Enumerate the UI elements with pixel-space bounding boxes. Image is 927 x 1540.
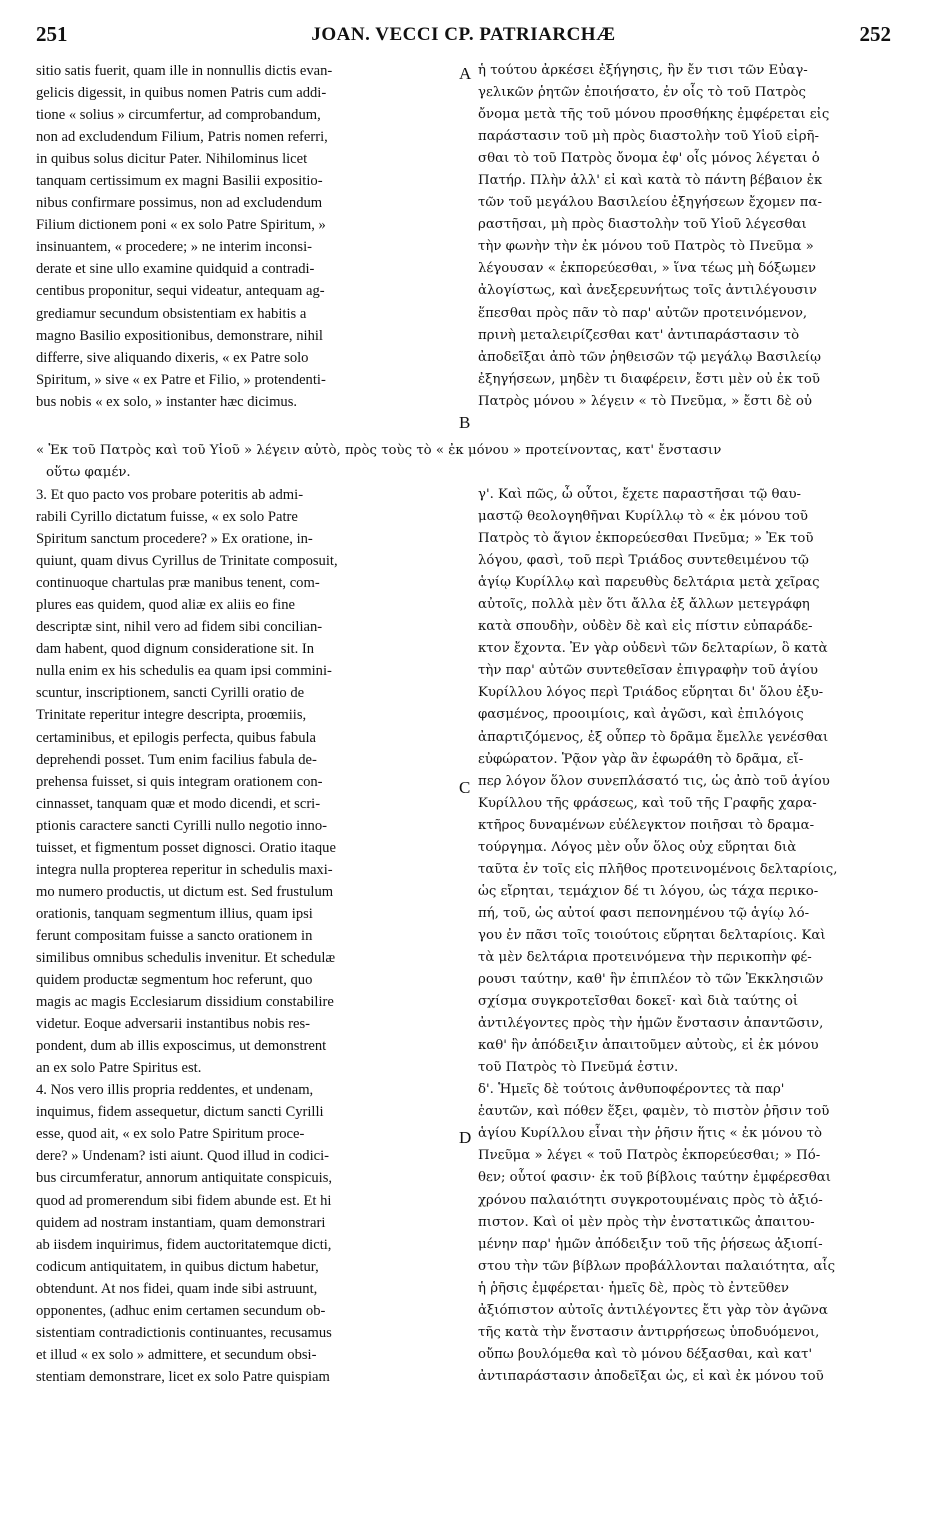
text-line: πρινὴ μεταλειρίζεσθαι κατ' ἀντιπαράστασιν τὸ [478, 327, 800, 343]
text-line: Filium dictionem poni « ex solo Patre Spiritum, » [36, 217, 326, 234]
bridge-line: « Ἐκ τοῦ Πατρὸς καὶ τοῦ Υἱοῦ » λέγειν αὐτὸ, πρὸς τοὺς τὸ « ἐκ μόνου » προτείνοντας, κατ' ἔνστασιν [36, 443, 722, 458]
margin-letter-d: D [459, 1128, 472, 1147]
text-line: plures eas quidem, quod aliæ ex aliis eo fine [36, 597, 295, 614]
text-line: τῆς κατὰ τὴν ἔνστασιν ἀντιρρήσεως ὑποδυόμενοι, [478, 1324, 820, 1340]
text-line: ἀξιόπιστον αὐτοῖς ἀντιλέγοντες ἔτι γὰρ τὸν ἀγῶνα [478, 1302, 828, 1318]
text-line: descriptæ sint, nihil vero ad fidem sibi concilian- [36, 619, 323, 636]
text-line: 3. Et quo pacto vos probare poteritis ab admi- [36, 487, 304, 503]
text-line: quidem productæ segmentum hoc referunt, quo [36, 972, 313, 989]
text-line: ἡ ῥῆσις ἐμφέρεται· ἡμεῖς δὲ, πρὸς τὸ ἐντεῦθεν [478, 1280, 789, 1296]
text-line: τῶν τοῦ μεγάλου Βασιλείου ἐξηγήσεων ἔχομεν πα- [478, 195, 822, 211]
text-line: λόγου, φασὶ, τοῦ περὶ Τριάδος συντεθειμένου τῷ [478, 553, 809, 569]
text-line: obtendunt. At nos fidei, quam inde sibi astruunt, [36, 1280, 318, 1297]
text-line: opponentes, (adhuc enim certamen secundum ob- [36, 1302, 326, 1319]
text-line: δ'. Ἡμεῖς δὲ τούτοις ἀνθυποφέροντες τὰ παρ' [478, 1082, 785, 1098]
text-line: deprehendi posset. Tum enim facilius fabula de- [36, 751, 317, 768]
text-line: in quibus solus dicitur Pater. Nihilominus licet [36, 151, 308, 168]
text-line: esse, quod ait, « ex solo Patre Spiritum proce- [36, 1126, 305, 1143]
text-line: nulla enim ex his schedulis ea quam ipsi commini- [36, 663, 332, 680]
text-line: cinnasset, tanquam quæ et modo dicendi, et scri- [36, 795, 321, 812]
text-line: mo numero productis, ut dictum est. Sed frustulum [36, 883, 334, 900]
text-line: sistentiam contradictionis continuantes, recusamus [36, 1324, 332, 1341]
greek-column-bottom [478, 484, 892, 1388]
text-line: εὐφώρατον. Ῥᾷον γὰρ ἂν ἐφωράθη τὸ δρᾶμα, εἴ- [478, 751, 804, 767]
text-line: ἀλογίστως, καὶ ἀνεξερευνήτως τοῖς ἀντιλέγουσιν [478, 283, 817, 299]
latin-column-bottom [36, 484, 454, 1388]
text-line: καθ' ἣν ἀπόδειξιν ἀπαιτοῦμεν αὐτοὺς, εἰ ἐκ μόνου [478, 1038, 819, 1054]
text-line: centibus proponitur, sequi videatur, antequam ag- [36, 283, 325, 300]
text-line: gelicis digessit, in quibus nomen Patris cum addi- [36, 85, 327, 102]
text-line: an ex solo Patre Spiritus est. [36, 1060, 202, 1077]
text-line: Πατρὸς μόνου » λέγειν « τὸ Πνεῦμα, » ἔστι δὲ οὐ [478, 393, 813, 409]
text-line: γελικῶν ῥητῶν ἐποιήσατο, ἐν οἷς τὸ τοῦ Πατρὸς [478, 85, 806, 101]
text-line: ταῦτα ἐν τοῖς εἰς πλῆθος προτεινομένοις δελταρίοις, [478, 861, 838, 877]
text-line: ἀπαρτιζόμενος, ἐξ οὗπερ τὸ δρᾶμα ἔμελλε γενέσθαι [478, 729, 829, 745]
text-line: ἀποδεῖξαι ἀπὸ τῶν ῥηθεισῶν τῷ μεγάλῳ Βασιλείῳ [478, 349, 821, 365]
text-line: non ad excludendum Filium, Patris nomen referri, [36, 129, 328, 146]
text-line: ἑαυτῶν, καὶ πόθεν ἕξει, φαμὲν, τὸ πιστὸν ῥῆσιν τοῦ [478, 1104, 830, 1120]
text-line: Spiritum sanctum procedere? » Ex oratione, in- [36, 531, 313, 548]
text-line: ptionis caractere sancti Cyrilli nullo negotio inno- [36, 817, 327, 834]
text-line: dam habent, quod dignum consideratione sit. In [36, 641, 315, 658]
text-line: τούργημα. Λόγος μὲν οὖν ὅλος οὐχ εὕρηται διὰ [478, 839, 797, 855]
text-line: γ'. Καὶ πῶς, ὦ οὗτοι, ἔχετε παραστῆσαι τῷ θαυ- [478, 487, 802, 502]
margin-letter-b: B [459, 413, 471, 432]
text-line: Κυρίλλου λόγος περὶ Τριάδος εὕρηται δι' ὅλου ἐξυ- [478, 685, 824, 701]
text-line: ἡ τούτου ἀρκέσει ἐξήγησις, ἣν ἔν τισι τῶν Εὐαγ- [478, 63, 808, 78]
text-line: tuisset, et figmentum posset dignosci. Oratio itaque [36, 839, 336, 856]
text-line: bus nobis « ex solo, » instanter hæc dicimus. [36, 393, 298, 410]
text-line: integra nulla propterea reperitur in schedulis maxi- [36, 861, 333, 878]
text-line: Trinitate reperitur integre descripta, proœmiis, [36, 707, 307, 724]
text-line: videtur. Eoque adversarii instantibus nobis res- [36, 1016, 310, 1033]
text-line: τὰ μὲν δελτάρια προτεινόμενα τὴν περικοπὴν φέ- [478, 949, 812, 965]
text-line: ρουσι ταύτην, καθ' ἣν ἐπιπλέον τὸ τῶν Ἐκκλησιῶν [478, 972, 824, 988]
page-number-left: 251 [36, 22, 68, 46]
text-line: stentiam demonstrare, licet ex solo Patre quispiam [36, 1368, 330, 1385]
text-line: σθαι τὸ τοῦ Πατρὸς ὄνομα ἐφ' οἷς μόνος λέγεται ὁ [478, 151, 820, 167]
text-line: quidem ad nostram instantiam, quam demonstrari [36, 1214, 326, 1231]
text-line: οὔπω βουλόμεθα καὶ τὸ μόνου δέξασθαι, καὶ κατ' [478, 1346, 813, 1362]
page-header [36, 22, 891, 56]
text-line: λέγουσαν « ἐκπορεύεσθαι, » ἵνα τέως μὴ δόξωμεν [478, 261, 816, 277]
text-line: magno Basilio expositionibus, demonstrare, nihil [36, 327, 323, 344]
text-line: αὐτοῖς, πολλὰ μὲν ὅτι ἄλλα ἐξ ἄλλων μετεγράφη [478, 597, 810, 613]
text-line: differre, sive aliquando dixeris, « ex Patre solo [36, 349, 309, 366]
text-line: ἐξηγήσεων, μηδὲν τι διαφέρειν, ἔστι μὲν οὐ ἐκ τοῦ [478, 371, 820, 387]
text-line: θεν; οὗτοί φασιν· ἐκ τοῦ βίβλοις ταύτην ἐμφέρεσθαι [478, 1170, 831, 1186]
greek-column-top [478, 60, 892, 413]
text-line: 4. Nos vero illis propria reddentes, et undenam, [36, 1082, 314, 1099]
text-line: pondent, dum ab illis exposcimus, ut demonstrent [36, 1038, 327, 1055]
text-line: nibus confirmare possimus, non ad excludendum [36, 195, 323, 212]
text-line: bus circumferatur, annorum antiquitate conspicuis, [36, 1170, 333, 1187]
text-line: grediamur secundum obsistentiam ex habitis a [36, 305, 307, 322]
text-line: orationis, tanquam segmentum illius, quam ipsi [36, 905, 313, 922]
text-line: ἀντιπαράστασιν ἀποδεῖξαι ὡς, εἰ καὶ ἐκ μόνου τοῦ [478, 1368, 824, 1384]
text-line: certaminibus, et epilogis perfecta, quibus fabula [36, 729, 317, 746]
text-line: magis ac magis Ecclesiarum dissidium constabilire [36, 994, 334, 1011]
text-line: Πατρὸς τὸ ἅγιον ἐκπορεύεσθαι Πνεῦμα; » Ἐκ τοῦ [478, 531, 814, 547]
text-line: et illud « ex solo » admittere, et secundum obsi- [36, 1346, 317, 1363]
text-line: χρόνου παλαιότητι συγκροτουμέναις πρὸς τὸ ἀξιό- [478, 1192, 823, 1208]
text-line: κτον ἔχοντα. Ἐν γὰρ οὐδενὶ τῶν δελταρίων, ὃ κατὰ [478, 641, 828, 657]
text-line: Spiritum, » sive « ex Patre et Filio, » protendenti- [36, 371, 326, 388]
page-number-right: 252 [859, 22, 891, 46]
text-line: tione « solius » circumfertur, ad comprobandum, [36, 107, 321, 124]
text-line: rabili Cyrillo dictatum fuisse, « ex solo Patre [36, 509, 298, 526]
text-line: quiunt, quam divus Cyrillus de Trinitate composuit, [36, 553, 338, 570]
text-line: derate et sine ullo examine quidquid a contradi- [36, 261, 315, 278]
text-line: μένην παρ' ἡμῶν ἀπόδειξιν τοῦ τῆς ῥήσεως ἀξιοπί- [478, 1236, 823, 1252]
text-line: πιστον. Καὶ οἱ μὲν πρὸς τὴν ἐνστατικῶς ἀπαιτου- [478, 1214, 815, 1230]
text-line: insinuantem, « procedere; » ne interim inconsi- [36, 239, 312, 256]
bridge-line: οὕτω φαμέν. [46, 465, 131, 480]
text-line: ἁγίου Κυρίλλου εἶναι τὴν ῥῆσιν ἥτις « ἐκ μόνου τὸ [478, 1126, 822, 1142]
text-line: codicum antiquitatem, in quibus dictum habetur, [36, 1258, 319, 1275]
text-line: ὄνομα μετὰ τῆς τοῦ μόνου προσθήκης ἐμφέρεται εἰς [478, 107, 830, 123]
text-line: τὴν φωνὴν τὴν ἐκ μόνου τοῦ Πατρὸς τὸ Πνεῦμα » [478, 239, 814, 255]
text-line: inquimus, fidem assequetur, dictum sancti Cyrilli [36, 1104, 324, 1121]
text-line: φασμένος, προοιμίοις, καὶ ἀγῶσι, καὶ ἐπιλόγοις [478, 707, 804, 723]
text-line: ferunt compositam fuisse a sancto orationem in [36, 927, 313, 944]
text-line: περ λόγον ὅλον συνεπλάσατό τις, ὡς ἀπὸ τοῦ ἁγίου [478, 773, 830, 789]
text-line: κτῆρος δυναμένων εὐέλεγκτον ποιῆσαι τὸ δραμα- [478, 817, 815, 833]
text-line: τοῦ Πατρὸς τὸ Πνεῦμά ἐστιν. [478, 1060, 679, 1076]
text-line: στου τὴν τῶν βίβλων προβάλλονται παλαιότητα, αἷς [478, 1258, 836, 1274]
text-line: Κυρίλλου τῆς φράσεως, καὶ τοῦ τῆς Γραφῆς χαρα- [478, 795, 817, 811]
text-line: ἁγίῳ Κυρίλλῳ καὶ παρευθὺς δελτάρια μετὰ χεῖρας [478, 575, 820, 591]
text-line: Πνεῦμα » λέγει « τοῦ Πατρὸς ἐκπορεύεσθαι; » Πό- [478, 1148, 821, 1164]
text-line: σχίσμα συγκροτεῖσθαι δοκεῖ· καὶ διὰ ταύτης οἱ [478, 994, 799, 1010]
text-line: prehensa fuisset, si quis integram orationem con- [36, 773, 323, 790]
text-line: ραστῆσαι, μὴ πρὸς διαστολὴν τοῦ Υἱοῦ λέγεσθαι [478, 217, 807, 233]
latin-column-top [36, 60, 454, 413]
text-line: γου ἐν πᾶσι τοῖς τοιούτοις εὕρηται δελταρίοις. Καὶ [478, 927, 826, 943]
text-line: μαστῷ θεολογηθῆναι Κυρίλλῳ τὸ « ἐκ μόνου τοῦ [478, 509, 808, 525]
text-line: πή, τοῦ, ὡς αὐτοί φασι πεπονημένου τῷ ἁγίῳ λό- [478, 905, 810, 921]
text-line: ἕπεσθαι πρὸς πᾶν τὸ παρ' αὐτῶν προτεινόμενον, [478, 305, 808, 321]
greek-bridge-line [36, 440, 891, 484]
text-line: tanquam certissimum ex magni Basilii expositio- [36, 173, 323, 190]
text-line: ἀντιλέγοντες πρὸς τὴν ἡμῶν ἔνστασιν ἀπαντῶσιν, [478, 1016, 824, 1032]
text-line: scuntur, inscriptionem, sancti Cyrilli oratio de [36, 685, 305, 702]
text-line: quod ad promerendum sibi fidem abunde est. Et hi [36, 1192, 332, 1209]
text-line: similibus omnibus schedulis invenitur. Et schedulæ [36, 949, 336, 966]
margin-letter-a: A [459, 64, 472, 83]
text-line: ὡς εἴρηται, τεμάχιον δέ τι λόγου, ὡς τάχα περικο- [478, 883, 819, 899]
running-title: JOAN. VECCI CP. PATRIARCHÆ [311, 24, 616, 45]
margin-letter-c: C [459, 778, 471, 797]
text-line: sitio satis fuerit, quam ille in nonnullis dictis evan- [36, 63, 333, 79]
text-line: ab iisdem inquirimus, fidem auctoritatemque dicti, [36, 1236, 332, 1253]
text-line: κατὰ σπουδὴν, οὐδὲν δὲ καὶ εἰς πίστιν εὐπαράδε- [478, 619, 813, 635]
text-line: Πατήρ. Πλὴν ἀλλ' εἰ καὶ κατὰ τὸ πάντη βέβαιον ἐκ [478, 173, 823, 189]
text-line: dere? » Undenam? isti aiunt. Quod illud in codici- [36, 1148, 330, 1165]
text-line: παράστασιν τοῦ μὴ πρὸς διαστολὴν τοῦ Υἱοῦ εἰρῆ- [478, 129, 819, 145]
text-line: τὴν παρ' αὐτῶν συντεθεῖσαν ἐπιγραφὴν τοῦ ἁγίου [478, 663, 818, 679]
text-line: continuoque chartulas præ manibus tenent, com- [36, 575, 320, 592]
